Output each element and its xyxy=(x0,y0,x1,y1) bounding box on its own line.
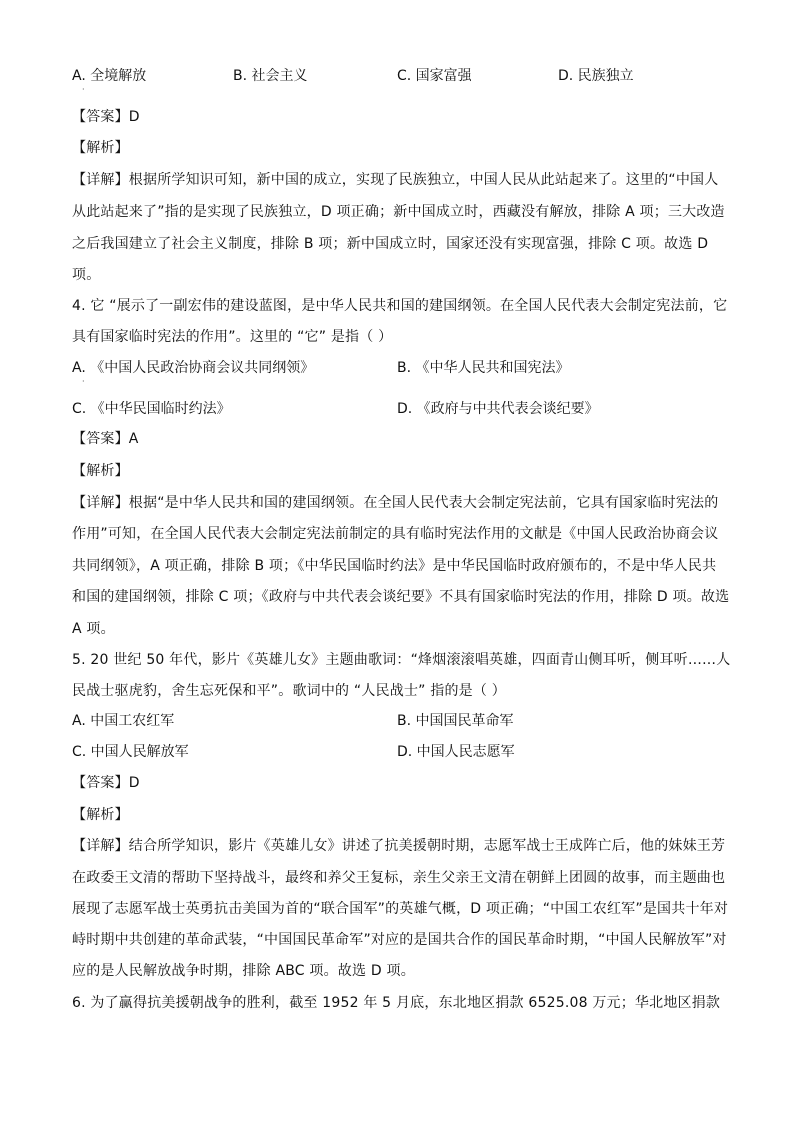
option-dot-mark: · xyxy=(82,377,85,386)
q4-detail-line: 共同纲领》，A 项正确，排除 B 项；《中华民国临时约法》是中华民国临时政府颁布的，不是中华人民共 xyxy=(72,558,717,574)
q5-option-c: C. 中国人民解放军 xyxy=(72,744,189,760)
q4-option-b: B. 《中华人民共和国宪法》 xyxy=(397,360,570,376)
q5-stem-line: 民战士驱虎豹，舍生忘死保和平”。歌词中的 “人民战士” 指的是（ ） xyxy=(72,683,506,699)
q4-detail-line: 作用”可知，在全国人民代表大会制定宪法前制定的具有临时宪法作用的文献是《中国人民政治协商会议 xyxy=(72,526,719,542)
q5-option-d: D. 中国人民志愿军 xyxy=(397,744,515,760)
q4-detail-line: 和国的建国纲领，排除 C 项；《政府与中共代表会谈纪要》不具有国家临时宪法的作用，排除 D 项。故选 xyxy=(72,589,730,605)
q5-answer: 【答案】D xyxy=(72,775,140,791)
q5-detail-line: 【详解】结合所学知识，影片《英雄儿女》讲述了抗美援朝时期，志愿军战士王成阵亡后，他的妹妹王芳 xyxy=(72,838,726,854)
q5-detail-line: 在政委王文清的帮助下坚持战斗，最终和养父王复标，亲生父亲王文清在朝鲜上团圆的故事，而主题曲也 xyxy=(72,870,726,886)
q6-stem-line: 6. 为了赢得抗美援朝战争的胜利，截至 1952 年 5 月底，东北地区捐款 6525.08 万元；华北地区捐款 xyxy=(72,995,721,1011)
q5-stem-line: 5. 20 世纪 50 年代，影片《英雄儿女》主题曲歌词：“烽烟滚滚唱英雄，四面青山侧耳听，侧耳听……人 xyxy=(72,652,731,668)
q4-option-c: C. 《中华民国临时约法》 xyxy=(72,401,231,417)
q4-stem-line: 4. 它 “展示了一副宏伟的建设蓝图，是中华人民共和国的建国纲领。在全国人民代表大会制定宪法前，它 xyxy=(72,298,728,314)
q4-detail-line: 【详解】根据“是中华人民共和国的建国纲领。在全国人民代表大会制定宪法前，它具有国家临时宪法的 xyxy=(72,495,719,511)
q5-detail-line: 应的是人民解放战争时期，排除 ABC 项。故选 D 项。 xyxy=(72,963,415,979)
q3-detail-line: 从此站起来了”指的是实现了民族独立，D 项正确；新中国成立时，西藏没有解放，排除 A 项；三大改造 xyxy=(72,204,725,220)
q4-detail-line: A 项。 xyxy=(72,621,115,637)
q4-stem-line: 具有国家临时宪法的作用”。这里的 “它” 是指（ ） xyxy=(72,329,393,345)
q5-detail-line: 展现了志愿军战士英勇抗击美国为首的“联合国军”的英雄气概，D 项正确；“中国工农红军”是国共十年对 xyxy=(72,901,729,917)
option-dot-mark: · xyxy=(82,85,85,94)
q3-answer: 【答案】D xyxy=(72,109,140,125)
q4-answer: 【答案】A xyxy=(72,431,139,447)
q5-option-b: B. 中国国民革命军 xyxy=(397,713,514,729)
q3-option-c: C. 国家富强 xyxy=(397,68,472,84)
q3-option-d: D. 民族独立 xyxy=(558,68,634,84)
q3-option-a: A. 全境解放 xyxy=(72,68,147,84)
q5-option-a: A. 中国工农红军 xyxy=(72,713,175,729)
q3-detail-line: 之后我国建立了社会主义制度，排除 B 项；新中国成立时，国家还没有实现富强，排除 C 项。故选 D xyxy=(72,236,709,252)
q5-detail-line: 峙时期中共创建的革命武装，“中国国民革命军”对应的是国共合作的国民革命时期，“中国人民解放军”对 xyxy=(72,932,727,948)
q3-option-b: B. 社会主义 xyxy=(233,68,308,84)
q3-analysis-heading: 【解析】 xyxy=(72,140,129,156)
q4-option-d: D. 《政府与中共代表会谈纪要》 xyxy=(397,401,599,417)
q3-detail-line: 项。 xyxy=(72,267,101,283)
q4-analysis-heading: 【解析】 xyxy=(72,463,129,479)
q3-detail-line: 【详解】根据所学知识可知，新中国的成立，实现了民族独立，中国人民从此站起来了。这里的“中国人 xyxy=(72,172,719,188)
q5-analysis-heading: 【解析】 xyxy=(72,807,129,823)
q4-option-a: A. 《中国人民政治协商会议共同纲领》 xyxy=(72,360,315,376)
